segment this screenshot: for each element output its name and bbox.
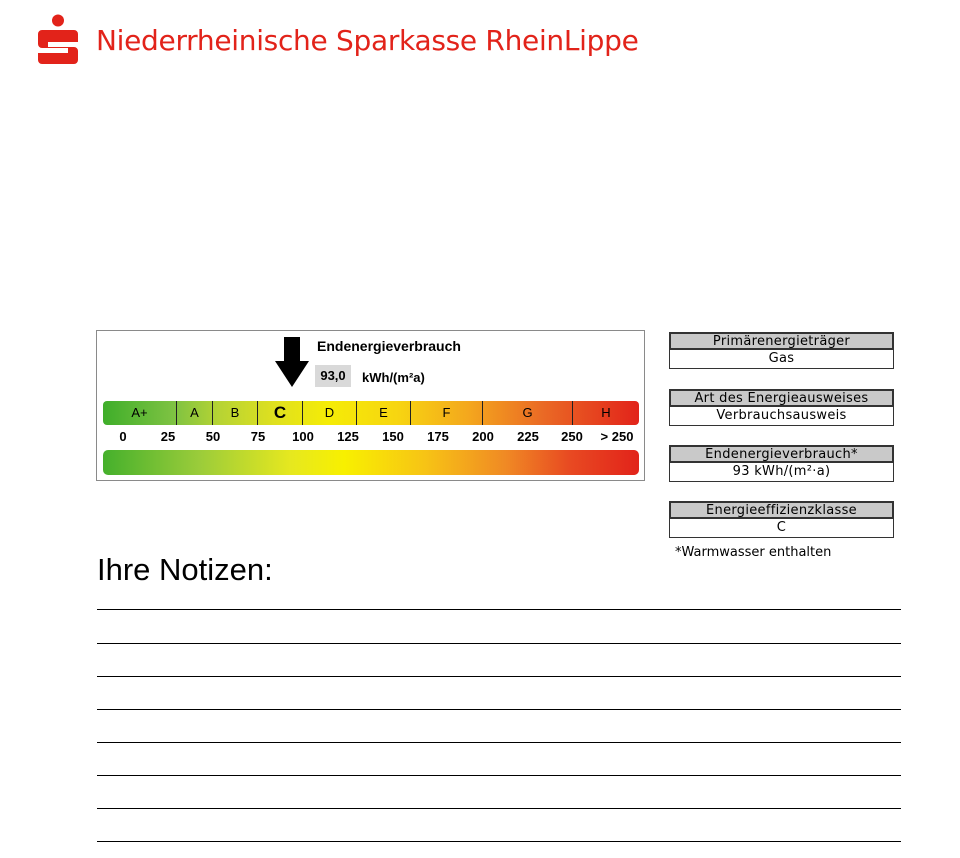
energy-efficiency-chart [96, 330, 645, 481]
brand-name: Niederrheinische Sparkasse RheinLippe [96, 23, 639, 57]
class-segment-g: G [483, 401, 573, 425]
tick-label: 0 [119, 429, 127, 444]
tick-label: 200 [472, 429, 494, 444]
tick-label: 100 [292, 429, 314, 444]
tick-label: 75 [250, 429, 266, 444]
note-line [97, 676, 901, 677]
class-segment-a: A [177, 401, 213, 425]
note-line [97, 775, 901, 776]
consumption-title: Endenergieverbrauch [317, 338, 461, 354]
consumption-unit: kWh/(m²a) [362, 370, 425, 385]
energy-gradient-bar [103, 450, 639, 475]
info-box-certificate-type [669, 389, 894, 426]
footnote: *Warmwasser enthalten [675, 545, 832, 560]
tick-label: 125 [337, 429, 359, 444]
info-box-value: C [669, 519, 894, 538]
scale-ticks [103, 429, 643, 445]
note-line [97, 742, 901, 743]
class-segment-c: C [258, 401, 303, 425]
note-line [97, 841, 901, 842]
info-box-value: Verbrauchsausweis [669, 407, 894, 426]
down-arrow-icon [275, 337, 309, 387]
tick-label: 25 [160, 429, 176, 444]
info-box-value: 93 kWh/(m²·a) [669, 463, 894, 482]
notes-title: Ihre Notizen: [97, 552, 273, 587]
tick-label: 175 [427, 429, 449, 444]
tick-label: 150 [382, 429, 404, 444]
class-segment-aplus: A+ [103, 401, 177, 425]
note-line [97, 643, 901, 644]
class-segment-h: H [601, 405, 611, 420]
info-box-value: Gas [669, 350, 894, 369]
note-line [97, 709, 901, 710]
info-box-label: Energieeffizienzklasse [669, 501, 894, 519]
consumption-value: 93,0 [315, 365, 351, 387]
note-line [97, 609, 901, 610]
info-box-primary-energy [669, 332, 894, 369]
tick-label: 50 [205, 429, 221, 444]
class-segment-e: E [357, 401, 411, 425]
note-line [97, 808, 901, 809]
class-segment-d: D [303, 401, 357, 425]
tick-label: 225 [517, 429, 539, 444]
info-box-final-energy [669, 445, 894, 482]
info-box-label: Endenergieverbrauch* [669, 445, 894, 463]
class-segment-f: F [411, 401, 483, 425]
info-box-label: Primärenergieträger [669, 332, 894, 350]
tick-label: 250 [561, 429, 583, 444]
sparkasse-s-icon [38, 14, 78, 66]
header [38, 12, 639, 68]
class-segment-b: B [213, 401, 258, 425]
efficiency-class-bar [103, 401, 639, 425]
info-box-efficiency-class [669, 501, 894, 538]
tick-label: > 250 [600, 429, 634, 444]
info-box-label: Art des Energieausweises [669, 389, 894, 407]
